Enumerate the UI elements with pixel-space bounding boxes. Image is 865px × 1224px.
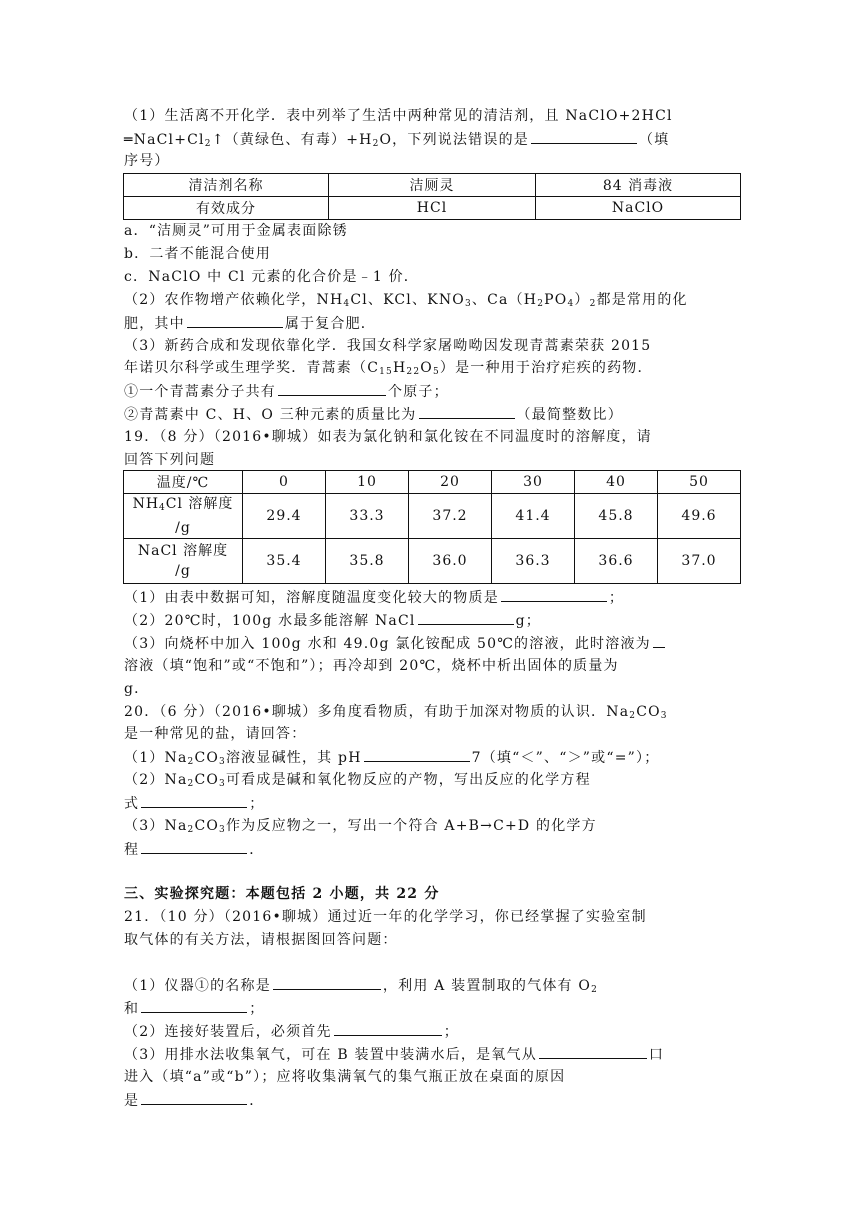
table-row — [124, 197, 741, 220]
text: （3）Na — [124, 818, 188, 834]
subscript: 3 — [219, 779, 226, 789]
text: CO — [636, 704, 661, 720]
text: （1）由表中数据可知，溶解度随温度变化较大的物质是 — [124, 590, 499, 606]
q18-part1-line2 — [124, 129, 669, 154]
cleaner-table — [123, 173, 741, 220]
subscript: 2 — [372, 139, 380, 149]
text: （1）仪器①的名称是 — [124, 978, 271, 994]
table-cell: 有效成分 — [124, 197, 329, 220]
table-header-cell: 40 — [575, 471, 658, 494]
table-cell: 29.4 — [243, 494, 326, 539]
text: （2）Na — [124, 772, 188, 788]
table-header-cell: 洁厕灵 — [329, 174, 536, 197]
q18-option-a — [124, 221, 348, 241]
answer-blank[interactable] — [334, 1021, 442, 1036]
text: ） — [574, 292, 590, 308]
text: ． — [249, 1093, 265, 1109]
subscript: 3 — [219, 757, 226, 767]
q18-part3-q1 — [124, 381, 449, 402]
subscript: 2 — [629, 711, 637, 721]
text: NH — [132, 496, 160, 512]
table-cell: 45.8 — [575, 494, 658, 539]
text: 进入（填“a”或“b”）；应将收集满氧气的集气瓶正放在桌面的原因 — [124, 1069, 566, 1085]
q18-part3-line1 — [124, 336, 651, 356]
text: （3）用排水法收集氧气，可在 B 装置中装满水后，是氧气从 — [124, 1047, 537, 1063]
table-cell: 49.6 — [658, 494, 741, 539]
q21-q3-line3 — [124, 1090, 264, 1111]
q19-line1 — [124, 427, 652, 447]
answer-blank[interactable] — [141, 839, 247, 854]
text: 属于复合肥． — [284, 316, 377, 332]
table-cell: 37.2 — [409, 494, 492, 539]
q21-q2 — [124, 1021, 459, 1042]
text: /g — [175, 563, 191, 579]
text: 、Ca（H — [471, 292, 538, 308]
answer-blank[interactable] — [273, 975, 381, 990]
text: 作为反应物之一，写出一个符合 A+B→C+D 的化学方 — [225, 818, 597, 834]
text: （2）农作物增产依赖化学，NH — [124, 292, 344, 308]
subscript: 22 — [406, 367, 421, 377]
row-label-nh4cl — [124, 494, 243, 539]
text: 式 — [124, 796, 140, 812]
text: 程 — [124, 842, 140, 858]
table-header-cell: 30 — [492, 471, 575, 494]
text: 和 — [124, 1001, 140, 1017]
table-cell: 37.0 — [658, 539, 741, 584]
text: /g — [175, 520, 191, 536]
q19-q3-line1 — [124, 633, 667, 654]
q18-part3-line2 — [124, 358, 653, 382]
answer-blank[interactable] — [419, 404, 515, 419]
text: ①一个青蒿素分子共有 — [124, 384, 276, 400]
answer-blank[interactable] — [141, 1090, 247, 1105]
table-row — [124, 539, 741, 584]
q20-line1 — [124, 702, 668, 726]
answer-blank[interactable] — [141, 998, 247, 1013]
table-cell: 35.4 — [243, 539, 326, 584]
subscript: 5 — [432, 367, 440, 377]
text: 溶液显碱性，其 pH — [225, 750, 362, 766]
text: CO — [194, 772, 220, 788]
text: 21．（10 分）（2016•聊城）通过近一年的化学学习，你已经掌握了实验室制 — [124, 909, 647, 925]
answer-blank[interactable] — [501, 587, 607, 602]
table-row — [124, 471, 741, 494]
table-cell: 36.0 — [409, 539, 492, 584]
text: 口 — [648, 1047, 665, 1063]
q18-part2-line1 — [124, 290, 688, 314]
text: （最简整数比） — [516, 407, 623, 423]
text: 19．（8 分）（2016•聊城）如表为氯化钠和氯化铵在不同温度时的溶解度，请 — [124, 429, 652, 445]
answer-blank[interactable] — [418, 610, 514, 625]
text: 取气体的有关方法，请根据图回答问题： — [124, 932, 398, 948]
q20-q3 — [124, 816, 597, 840]
text: 是一种常见的盐，请回答： — [124, 726, 307, 742]
text: 肥，其中 — [124, 316, 185, 332]
table-cell: NaClO — [536, 197, 741, 220]
table-header-cell: 温度/℃ — [124, 471, 243, 494]
q20-q3-line2 — [124, 839, 264, 860]
text: ． — [249, 842, 265, 858]
table-header-cell: 0 — [243, 471, 326, 494]
subscript: 2 — [187, 825, 195, 835]
table-header-cell: 50 — [658, 471, 741, 494]
subscript: 2 — [187, 779, 195, 789]
text: CO — [194, 818, 220, 834]
q18-option-b — [124, 244, 271, 264]
text: ═NaCl+Cl — [124, 132, 205, 148]
text: ； — [249, 796, 265, 812]
section-heading — [124, 884, 440, 904]
text: PO — [544, 292, 568, 308]
text: ②青蒿素中 C、H、O 三种元素的质量比为 — [124, 407, 417, 423]
subscript: 4 — [159, 503, 166, 513]
answer-blank[interactable] — [539, 1044, 647, 1059]
text: 三、实验探究题：本题包括 2 小题，共 22 分 — [124, 886, 440, 902]
text: （1）生活离不开化学．表中列举了生活中两种常见的清洁剂，且 NaClO+2HCl — [124, 108, 673, 124]
q20-q2-line2 — [124, 793, 264, 814]
subscript: 4 — [567, 299, 575, 309]
answer-blank[interactable] — [531, 129, 637, 144]
text: H — [392, 360, 407, 376]
q19-q3-line2 — [124, 656, 619, 676]
text: ； — [608, 590, 625, 606]
text: 是 — [124, 1093, 140, 1109]
subscript: 3 — [219, 825, 226, 835]
subscript: 2 — [187, 757, 195, 767]
table-cell: 36.3 — [492, 539, 575, 584]
q21-q3-line2 — [124, 1067, 565, 1087]
subscript: 15 — [379, 367, 393, 377]
solubility-table — [123, 470, 741, 584]
text: c．NaClO 中 Cl 元素的化合价是﹣1 价． — [124, 269, 420, 285]
text: 序号） — [124, 153, 170, 169]
text: （2）连接好装置后，必须首先 — [124, 1024, 332, 1040]
row-label-nacl — [124, 539, 243, 584]
q19-line2 — [124, 450, 215, 470]
answer-blank[interactable] — [141, 793, 247, 808]
text: （3）新药合成和发现依靠化学．我国女科学家屠呦呦因发现青蒿素荣获 2015 — [124, 338, 652, 354]
text: O，下列说法错误的是 — [379, 132, 529, 148]
q18-option-c — [124, 267, 419, 287]
text: 溶液（填“饱和”或“不饱和”）；再冷却到 20℃，烧杯中析出固体的质量为 — [124, 658, 619, 674]
text: 回答下列问题 — [124, 452, 216, 468]
q18-part1-line3 — [124, 151, 170, 171]
q21-q1 — [124, 975, 598, 1000]
text: 可看成是碱和氧化物反应的产物，写出反应的化学方程 — [225, 772, 591, 788]
table-header-cell: 10 — [326, 471, 409, 494]
table-header-cell: 20 — [409, 471, 492, 494]
text: （1）Na — [124, 750, 188, 766]
q21-line1 — [124, 907, 647, 927]
answer-blank[interactable] — [653, 633, 665, 648]
table-header-cell: 84 消毒液 — [536, 174, 741, 197]
text: （3）向烧杯中加入 100g 水和 49.0g 氯化铵配成 50℃的溶液，此时溶液为 — [124, 636, 651, 652]
answer-blank[interactable] — [187, 313, 283, 328]
text: ，利用 A 装置制取的气体有 O — [382, 978, 592, 994]
table-header-cell: 清洁剂名称 — [124, 174, 329, 197]
subscript: 3 — [464, 299, 472, 309]
q21-q3 — [124, 1044, 664, 1065]
text: Cl、KCl、KNO — [350, 292, 465, 308]
subscript: 2 — [589, 299, 597, 309]
subscript: 3 — [660, 711, 668, 721]
q19-q1 — [124, 587, 624, 608]
q18-part2-line2 — [124, 313, 376, 334]
q19-q2 — [124, 610, 541, 631]
subscript: 2 — [204, 139, 212, 149]
q21-line2 — [124, 930, 398, 950]
subscript: 2 — [537, 299, 545, 309]
text: （2）20℃时，100g 水最多能溶解 NaCl — [124, 613, 416, 629]
text: g； — [515, 613, 541, 629]
text: 20．（6 分）（2016•聊城）多角度看物质，有助于加深对物质的认识．Na — [124, 704, 630, 720]
answer-blank[interactable] — [278, 381, 386, 396]
q18-part3-q2 — [124, 404, 623, 425]
q19-q3-line3 — [124, 679, 149, 699]
table-cell: 41.4 — [492, 494, 575, 539]
text: 都是常用的化 — [596, 292, 688, 308]
text: a．“洁厕灵”可用于金属表面除锈 — [124, 223, 348, 239]
q20-line2 — [124, 724, 306, 744]
q21-q1-line2 — [124, 998, 264, 1019]
answer-blank[interactable] — [364, 747, 470, 762]
table-cell: 36.6 — [575, 539, 658, 584]
text: ； — [249, 1001, 265, 1017]
table-row — [124, 174, 741, 197]
text: （填 — [638, 132, 670, 148]
table-row — [124, 494, 741, 539]
text: ↑（黄绿色、有毒）+H — [211, 132, 373, 148]
text: g． — [124, 681, 150, 697]
text: b．二者不能混合使用 — [124, 246, 271, 262]
subscript: 2 — [591, 985, 598, 995]
table-cell: 33.3 — [326, 494, 409, 539]
text: CO — [194, 750, 220, 766]
subscript: 4 — [343, 299, 351, 309]
text: 个原子； — [388, 384, 449, 400]
text: 7（填“＜”、“＞”或“=”）； — [471, 750, 660, 766]
q20-q1 — [124, 747, 659, 772]
q20-q2 — [124, 770, 591, 794]
table-cell: HCl — [329, 197, 536, 220]
text: NaCl 溶解度 — [137, 543, 229, 559]
table-cell: 35.8 — [326, 539, 409, 584]
text: Cl 溶解度 — [165, 496, 234, 512]
text: 年诺贝尔科学或生理学奖．青蒿素（C — [124, 360, 380, 376]
text: ； — [443, 1024, 459, 1040]
q18-part1-line1 — [124, 106, 673, 126]
text: ）是一种用于治疗疟疾的药物． — [439, 360, 653, 376]
text: O — [420, 360, 433, 376]
